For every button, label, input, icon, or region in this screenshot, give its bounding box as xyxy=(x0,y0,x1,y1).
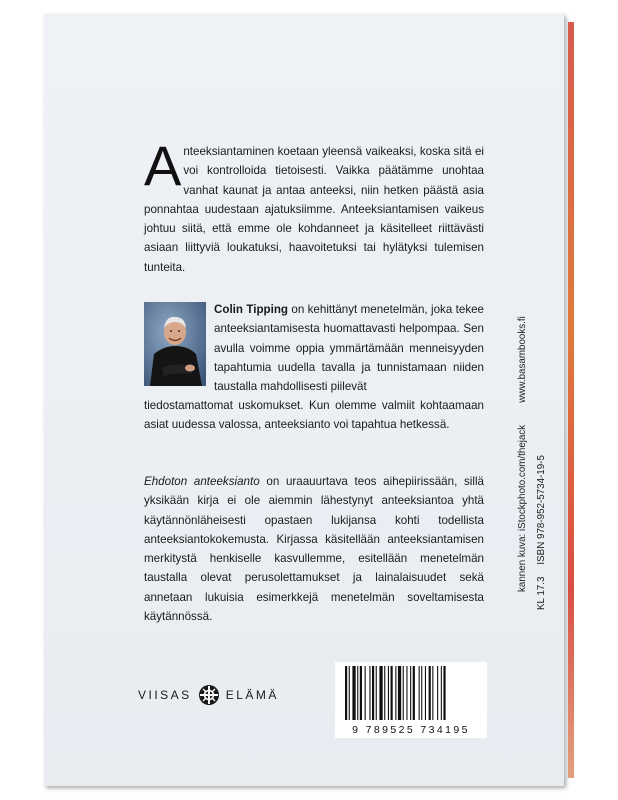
author-name: Colin Tipping xyxy=(214,303,288,316)
barcode-bar xyxy=(429,666,431,720)
barcode-bar xyxy=(443,666,445,720)
barcode-bar xyxy=(384,666,385,720)
publisher-logo xyxy=(138,684,279,706)
book-text: on uraauurtava teos aihepiirissään, sillä yksikään kirja ei ole aiemmin lähestynyt anteeksiantoa yhtä käytännönläheisesti opastaen lukijansa kohti todellista anteeksiantokokemusta. Kirjassa käsitellään anteeksiantamisen merkitystä henkiselle kasvullemme, esitellään menetelmän taustalla olevat perusolettamukset ja lainalaisuudet sekä annetaan lukuisia esimerkkejä menetelmän soveltamisesta käytännössä. xyxy=(144,475,484,624)
barcode-bar xyxy=(352,666,355,720)
author-text-a: on kehittänyt menetelmän, joka tekee anteeksiantamisesta huomattavasti helpompaa. Sen avulla voimme oppia ymmärtämään menneisyyden tapahtumia uudella tavalla ja tunnistamaan niiden taustalla mahdollisesti piilevät xyxy=(214,303,485,394)
barcode-bar xyxy=(395,666,396,720)
barcode-bar xyxy=(419,666,420,720)
barcode-bar xyxy=(413,666,415,720)
publisher-url: www.basambooks.fi xyxy=(517,316,528,403)
barcode-bar xyxy=(376,666,377,720)
intro-paragraph xyxy=(144,134,484,277)
barcode-bar xyxy=(421,666,422,720)
barcode-bar xyxy=(372,666,374,720)
barcode-bar xyxy=(410,666,411,720)
publisher-word-1: VIISAS xyxy=(138,688,192,702)
cover-credit: kannen kuva: iStockphoto.com/thejack xyxy=(517,424,528,592)
drop-cap: A xyxy=(144,134,182,197)
barcode-bar xyxy=(425,666,426,720)
barcode-bar xyxy=(365,666,366,720)
barcode-bar xyxy=(391,666,393,720)
publisher-word-2: ELÄMÄ xyxy=(225,688,279,702)
barcode-bar xyxy=(360,666,362,720)
isbn-text: ISBN 978-952-5734-19-5 xyxy=(536,455,547,565)
barcode-bar xyxy=(398,666,401,720)
barcode-bar xyxy=(437,666,438,720)
side-info-line-1 xyxy=(536,455,547,610)
book-title: Ehdoton anteeksianto xyxy=(144,475,260,488)
author-paragraph-continued xyxy=(144,396,484,435)
author-text-b: tiedostamattomat uskomukset. Kun olemme valmiit kohtaamaan asiat uudessa valossa, anteeksianto voi tapahtua hetkessä. xyxy=(144,399,484,432)
barcode-bar xyxy=(349,666,350,720)
side-info-line-2 xyxy=(517,316,528,592)
knot-emblem-icon xyxy=(198,684,220,706)
barcode-bar xyxy=(345,666,347,720)
barcode-bar xyxy=(403,666,404,720)
book-paragraph xyxy=(144,472,484,626)
intro-text: nteeksiantaminen koetaan yleensä vaikeaksi, koska sitä ei voi kontrolloida tietoisesti. Vaikka päätämme unohtaa vanhat kaunat ja antaa anteeksi, niin hetken päästä asia ponnahtaa uudestaan ajatuksiimme. Anteeksiantamisen vaikeus johtuu siitä, että emme ole kohdanneet ja käsitelleet riittävästi asiaan liittyviä loukatuksi, haavoitetuksi tai hylätyksi tulemisen tunteita. xyxy=(144,145,484,274)
barcode xyxy=(335,662,487,724)
barcode-bar xyxy=(388,666,389,720)
barcode-bar xyxy=(369,666,370,720)
barcode-number: 9 789525 734195 xyxy=(352,724,470,736)
spine-edge xyxy=(568,22,574,778)
barcode-bar xyxy=(432,666,433,720)
author-paragraph xyxy=(214,300,484,396)
author-photo xyxy=(144,302,206,386)
library-class: KL 17.3 xyxy=(536,576,547,610)
barcode-bar xyxy=(357,666,358,720)
barcode-bar xyxy=(441,666,442,720)
barcode-bar xyxy=(406,666,407,720)
barcode-bar xyxy=(379,666,382,720)
